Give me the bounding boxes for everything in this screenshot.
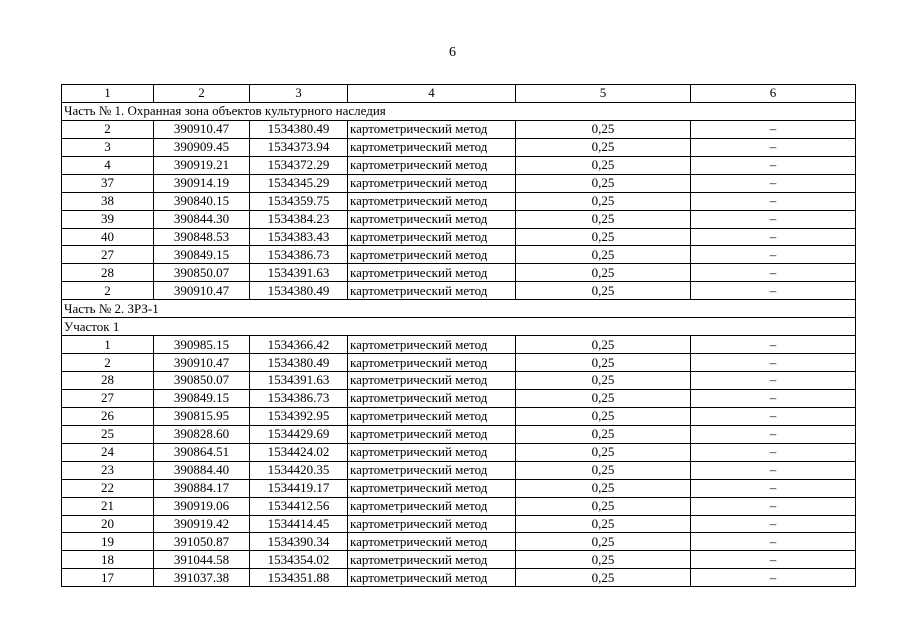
note-cell: – [691,192,856,210]
y-coordinate-cell: 1534373.94 [250,138,348,156]
y-coordinate-cell: 1534386.73 [250,389,348,407]
x-coordinate-cell: 390910.47 [154,120,250,138]
accuracy-cell: 0,25 [516,282,691,300]
x-coordinate-cell: 390919.42 [154,515,250,533]
method-cell: картометрический метод [348,156,516,174]
accuracy-cell: 0,25 [516,336,691,354]
table-row [62,551,856,569]
note-cell: – [691,246,856,264]
note-cell: – [691,533,856,551]
note-cell: – [691,372,856,390]
accuracy-cell: 0,25 [516,156,691,174]
method-cell: картометрический метод [348,228,516,246]
table-row [62,174,856,192]
accuracy-cell: 0,25 [516,551,691,569]
accuracy-cell: 0,25 [516,497,691,515]
y-coordinate-cell: 1534392.95 [250,407,348,425]
note-cell: – [691,389,856,407]
point-number-cell: 38 [62,192,154,210]
point-number-cell: 20 [62,515,154,533]
method-cell: картометрический метод [348,533,516,551]
accuracy-cell: 0,25 [516,228,691,246]
point-number-cell: 27 [62,389,154,407]
point-number-cell: 21 [62,497,154,515]
method-cell: картометрический метод [348,372,516,390]
note-cell: – [691,407,856,425]
method-cell: картометрический метод [348,246,516,264]
table-row [62,407,856,425]
accuracy-cell: 0,25 [516,461,691,479]
note-cell: – [691,156,856,174]
column-header-1: 1 [62,85,154,103]
note-cell: – [691,210,856,228]
method-cell: картометрический метод [348,443,516,461]
table-row [62,425,856,443]
note-cell: – [691,282,856,300]
table-body [62,85,856,587]
y-coordinate-cell: 1534424.02 [250,443,348,461]
page-number: 6 [449,45,456,60]
y-coordinate-cell: 1534412.56 [250,497,348,515]
point-number-cell: 2 [62,282,154,300]
note-cell: – [691,264,856,282]
section-subtitle: Участок 1 [62,318,856,336]
y-coordinate-cell: 1534366.42 [250,336,348,354]
x-coordinate-cell: 390848.53 [154,228,250,246]
y-coordinate-cell: 1534384.23 [250,210,348,228]
y-coordinate-cell: 1534345.29 [250,174,348,192]
y-coordinate-cell: 1534419.17 [250,479,348,497]
section-title-row [62,102,856,120]
accuracy-cell: 0,25 [516,210,691,228]
method-cell: картометрический метод [348,174,516,192]
x-coordinate-cell: 390884.17 [154,479,250,497]
x-coordinate-cell: 390844.30 [154,210,250,228]
section-title-row [62,300,856,318]
coordinates-table [61,84,856,587]
y-coordinate-cell: 1534420.35 [250,461,348,479]
point-number-cell: 1 [62,336,154,354]
x-coordinate-cell: 390884.40 [154,461,250,479]
y-coordinate-cell: 1534383.43 [250,228,348,246]
note-cell: – [691,228,856,246]
method-cell: картометрический метод [348,210,516,228]
note-cell: – [691,138,856,156]
table-row [62,246,856,264]
note-cell: – [691,120,856,138]
table-row [62,336,856,354]
accuracy-cell: 0,25 [516,354,691,372]
y-coordinate-cell: 1534429.69 [250,425,348,443]
table-row [62,461,856,479]
note-cell: – [691,461,856,479]
point-number-cell: 25 [62,425,154,443]
y-coordinate-cell: 1534386.73 [250,246,348,264]
point-number-cell: 39 [62,210,154,228]
point-number-cell: 40 [62,228,154,246]
method-cell: картометрический метод [348,425,516,443]
table-row [62,282,856,300]
method-cell: картометрический метод [348,389,516,407]
note-cell: – [691,515,856,533]
method-cell: картометрический метод [348,461,516,479]
y-coordinate-cell: 1534359.75 [250,192,348,210]
point-number-cell: 4 [62,156,154,174]
accuracy-cell: 0,25 [516,569,691,587]
column-header-4: 4 [348,85,516,103]
accuracy-cell: 0,25 [516,372,691,390]
table-row [62,264,856,282]
note-cell: – [691,479,856,497]
column-header-3: 3 [250,85,348,103]
x-coordinate-cell: 390815.95 [154,407,250,425]
accuracy-cell: 0,25 [516,425,691,443]
x-coordinate-cell: 390849.15 [154,246,250,264]
method-cell: картометрический метод [348,336,516,354]
method-cell: картометрический метод [348,138,516,156]
method-cell: картометрический метод [348,551,516,569]
note-cell: – [691,174,856,192]
table-row [62,156,856,174]
table-row [62,389,856,407]
table-row [62,569,856,587]
table-header-row [62,85,856,103]
y-coordinate-cell: 1534414.45 [250,515,348,533]
section-title: Часть № 2. ЗРЗ-1 [62,300,856,318]
accuracy-cell: 0,25 [516,138,691,156]
table-row [62,192,856,210]
x-coordinate-cell: 390910.47 [154,282,250,300]
x-coordinate-cell: 390849.15 [154,389,250,407]
y-coordinate-cell: 1534354.02 [250,551,348,569]
accuracy-cell: 0,25 [516,264,691,282]
point-number-cell: 28 [62,264,154,282]
y-coordinate-cell: 1534351.88 [250,569,348,587]
point-number-cell: 37 [62,174,154,192]
accuracy-cell: 0,25 [516,246,691,264]
y-coordinate-cell: 1534391.63 [250,372,348,390]
accuracy-cell: 0,25 [516,443,691,461]
table-row [62,479,856,497]
accuracy-cell: 0,25 [516,389,691,407]
table-row [62,497,856,515]
method-cell: картометрический метод [348,407,516,425]
x-coordinate-cell: 390909.45 [154,138,250,156]
table-row [62,228,856,246]
x-coordinate-cell: 391037.38 [154,569,250,587]
accuracy-cell: 0,25 [516,120,691,138]
y-coordinate-cell: 1534380.49 [250,120,348,138]
point-number-cell: 26 [62,407,154,425]
method-cell: картометрический метод [348,515,516,533]
x-coordinate-cell: 390919.06 [154,497,250,515]
point-number-cell: 3 [62,138,154,156]
x-coordinate-cell: 390864.51 [154,443,250,461]
table-row [62,354,856,372]
point-number-cell: 17 [62,569,154,587]
section-subtitle-row [62,318,856,336]
note-cell: – [691,497,856,515]
x-coordinate-cell: 390850.07 [154,372,250,390]
x-coordinate-cell: 390985.15 [154,336,250,354]
note-cell: – [691,443,856,461]
method-cell: картометрический метод [348,497,516,515]
note-cell: – [691,354,856,372]
note-cell: – [691,551,856,569]
point-number-cell: 19 [62,533,154,551]
table-row [62,443,856,461]
x-coordinate-cell: 390914.19 [154,174,250,192]
x-coordinate-cell: 390910.47 [154,354,250,372]
y-coordinate-cell: 1534391.63 [250,264,348,282]
point-number-cell: 28 [62,372,154,390]
table-row [62,372,856,390]
method-cell: картометрический метод [348,192,516,210]
column-header-2: 2 [154,85,250,103]
note-cell: – [691,569,856,587]
column-header-5: 5 [516,85,691,103]
note-cell: – [691,425,856,443]
table-row [62,210,856,228]
y-coordinate-cell: 1534380.49 [250,354,348,372]
accuracy-cell: 0,25 [516,515,691,533]
column-header-6: 6 [691,85,856,103]
point-number-cell: 22 [62,479,154,497]
table-row [62,138,856,156]
point-number-cell: 2 [62,120,154,138]
point-number-cell: 24 [62,443,154,461]
accuracy-cell: 0,25 [516,533,691,551]
note-cell: – [691,336,856,354]
point-number-cell: 27 [62,246,154,264]
y-coordinate-cell: 1534390.34 [250,533,348,551]
y-coordinate-cell: 1534372.29 [250,156,348,174]
y-coordinate-cell: 1534380.49 [250,282,348,300]
method-cell: картометрический метод [348,479,516,497]
section-title: Часть № 1. Охранная зона объектов культурного наследия [62,102,856,120]
accuracy-cell: 0,25 [516,407,691,425]
x-coordinate-cell: 390840.15 [154,192,250,210]
method-cell: картометрический метод [348,120,516,138]
x-coordinate-cell: 391044.58 [154,551,250,569]
point-number-cell: 23 [62,461,154,479]
method-cell: картометрический метод [348,282,516,300]
point-number-cell: 2 [62,354,154,372]
x-coordinate-cell: 390919.21 [154,156,250,174]
point-number-cell: 18 [62,551,154,569]
table-row [62,515,856,533]
method-cell: картометрический метод [348,354,516,372]
accuracy-cell: 0,25 [516,479,691,497]
x-coordinate-cell: 390850.07 [154,264,250,282]
accuracy-cell: 0,25 [516,192,691,210]
x-coordinate-cell: 390828.60 [154,425,250,443]
method-cell: картометрический метод [348,569,516,587]
accuracy-cell: 0,25 [516,174,691,192]
table-row [62,120,856,138]
method-cell: картометрический метод [348,264,516,282]
x-coordinate-cell: 391050.87 [154,533,250,551]
table-row [62,533,856,551]
